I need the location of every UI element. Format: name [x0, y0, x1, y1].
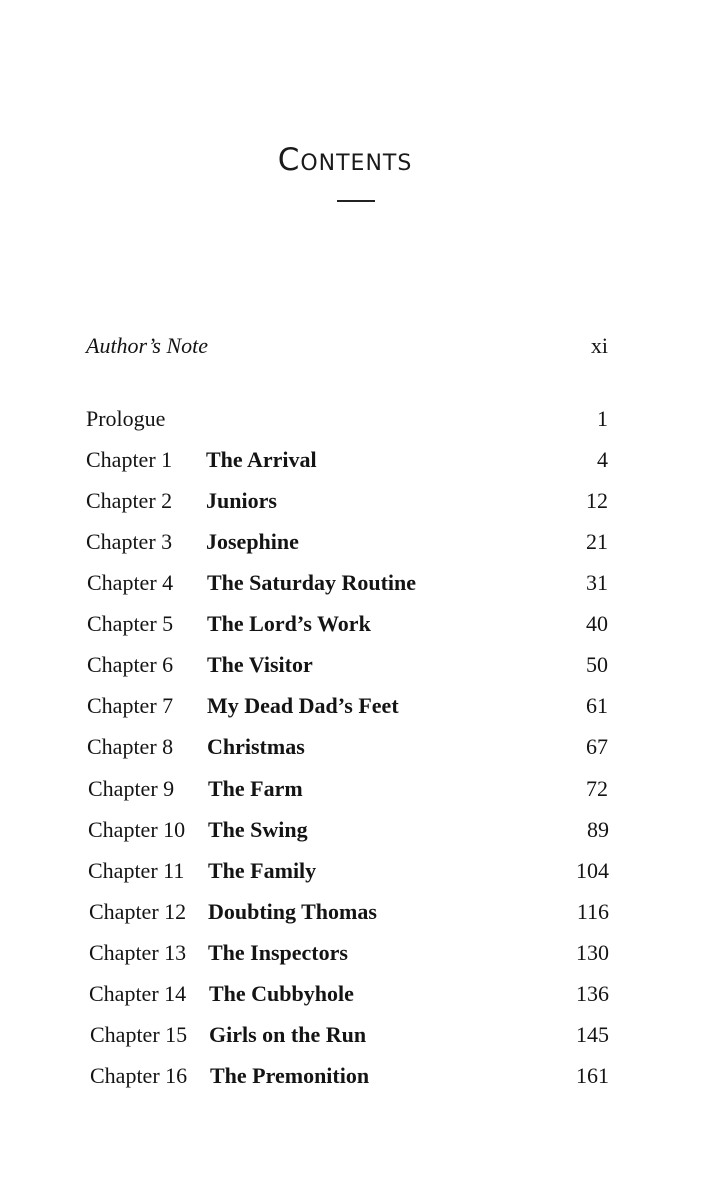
- entry-page-number: 4: [597, 447, 608, 472]
- toc-entry-chapter-12[interactable]: [0, 899, 715, 933]
- entry-label: Chapter 15: [90, 1022, 188, 1047]
- entry-title: Juniors: [206, 488, 277, 513]
- entry-title: The Saturday Routine: [207, 570, 417, 595]
- entry-title: The Cubbyhole: [209, 981, 354, 1006]
- toc-entry-authors-note[interactable]: [0, 333, 715, 367]
- entry-label: Chapter 4: [87, 570, 174, 595]
- entry-label: Chapter 14: [89, 981, 187, 1006]
- entry-page-number: 67: [586, 734, 608, 759]
- entry-label: Chapter 16: [90, 1063, 188, 1088]
- toc-entry-chapter-1[interactable]: [0, 447, 715, 481]
- entry-label: Chapter 6: [87, 652, 174, 677]
- entry-title: The Premonition: [210, 1063, 370, 1088]
- toc-entry-chapter-15[interactable]: [0, 1022, 715, 1056]
- toc-entry-chapter-7[interactable]: [0, 693, 715, 727]
- entry-title: The Farm: [208, 776, 303, 801]
- entry-label: Author’s Note: [86, 333, 209, 358]
- toc-entry-chapter-2[interactable]: [0, 488, 715, 522]
- toc-entry-chapter-8[interactable]: [0, 734, 715, 768]
- entry-title: Christmas: [207, 734, 305, 759]
- toc-entry-chapter-10[interactable]: [0, 817, 715, 851]
- toc-entry-chapter-13[interactable]: [0, 940, 715, 974]
- page-title: Contents: [277, 142, 413, 178]
- entry-page-number: 21: [586, 529, 608, 554]
- entry-page-number: 31: [586, 570, 608, 595]
- entry-page-number: 104: [576, 858, 609, 883]
- entry-title: Doubting Thomas: [208, 899, 377, 924]
- entry-page-number: 130: [576, 940, 609, 965]
- entry-page-number: 72: [586, 776, 608, 801]
- entry-label: Chapter 9: [88, 776, 175, 801]
- heading-divider: [337, 200, 375, 202]
- entry-page-number: 12: [586, 488, 608, 513]
- entry-label: Chapter 13: [89, 940, 187, 965]
- entry-page-number: 61: [586, 693, 608, 718]
- entry-label: Chapter 11: [88, 858, 185, 883]
- entry-title: The Lord’s Work: [207, 611, 371, 636]
- entry-label: Chapter 12: [89, 899, 187, 924]
- entry-label: Chapter 1: [86, 447, 173, 472]
- toc-entry-prologue[interactable]: [0, 406, 715, 440]
- entry-page-number: 136: [576, 981, 609, 1006]
- entry-page-number: 89: [587, 817, 609, 842]
- entry-title: The Family: [208, 858, 317, 883]
- entry-label: Chapter 2: [86, 488, 173, 513]
- entry-page-number: 1: [597, 406, 608, 431]
- entry-label: Chapter 7: [87, 693, 174, 718]
- entry-title: The Arrival: [206, 447, 317, 472]
- entry-label: Chapter 10: [88, 817, 186, 842]
- entry-label: Chapter 5: [87, 611, 174, 636]
- entry-title: Girls on the Run: [209, 1022, 367, 1047]
- entry-page-number: 116: [576, 899, 609, 924]
- entry-title: The Visitor: [207, 652, 313, 677]
- entry-page-number: 145: [576, 1022, 609, 1047]
- toc-entry-chapter-6[interactable]: [0, 652, 715, 686]
- entry-label: Chapter 3: [86, 529, 173, 554]
- entry-label: Prologue: [86, 406, 166, 431]
- toc-entry-chapter-9[interactable]: [0, 776, 715, 810]
- toc-entry-chapter-11[interactable]: [0, 858, 715, 892]
- toc-entry-chapter-3[interactable]: [0, 529, 715, 563]
- toc-entry-chapter-5[interactable]: [0, 611, 715, 645]
- entry-page-number: 50: [586, 652, 608, 677]
- entry-title: Josephine: [206, 529, 299, 554]
- entry-title: The Inspectors: [208, 940, 348, 965]
- entry-page-number: 161: [576, 1063, 609, 1088]
- entry-title: My Dead Dad’s Feet: [207, 693, 399, 718]
- entry-title: The Swing: [208, 817, 308, 842]
- toc-entry-chapter-14[interactable]: [0, 981, 715, 1015]
- entry-page-number: 40: [586, 611, 608, 636]
- entry-label: Chapter 8: [87, 734, 174, 759]
- toc-entry-chapter-4[interactable]: [0, 570, 715, 604]
- entry-page-number: xi: [590, 333, 608, 358]
- toc-entry-chapter-16[interactable]: [0, 1063, 715, 1097]
